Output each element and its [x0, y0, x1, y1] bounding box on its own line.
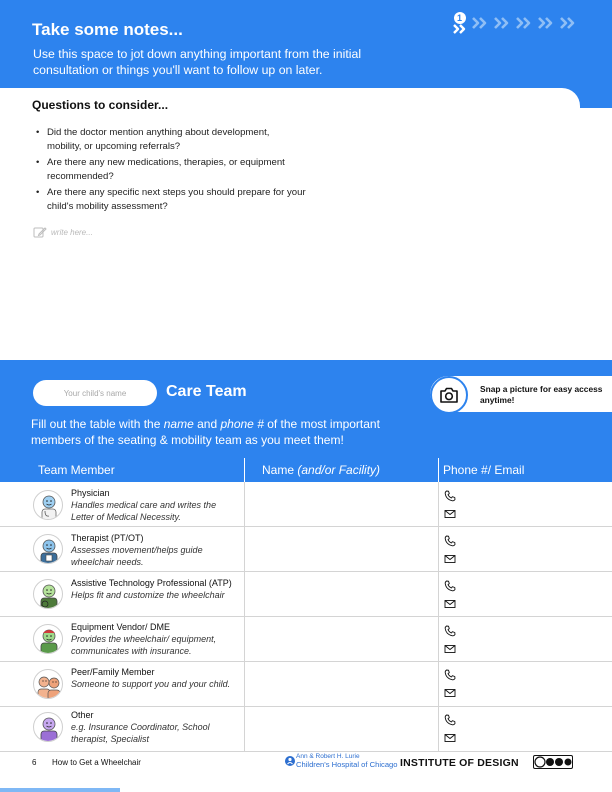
mail-icon	[444, 598, 456, 610]
page-number: 6	[32, 758, 37, 767]
hospital-name-line1: Ann & Robert H. Lurie	[296, 753, 360, 760]
phone-icon	[444, 625, 456, 637]
role-title: Other	[71, 710, 94, 720]
phone-icon	[444, 669, 456, 681]
questions-title: Questions to consider...	[32, 98, 169, 112]
footer-doc-title: How to Get a Wheelchair	[52, 758, 141, 767]
mail-icon	[444, 508, 456, 520]
mail-icon	[444, 687, 456, 699]
chevron-icon	[453, 24, 467, 34]
role-description: Someone to support you and your child.	[71, 679, 231, 689]
hospital-logo-text	[296, 753, 398, 769]
role-title: Therapist (PT/OT)	[71, 533, 144, 543]
care-team-title: Care Team	[166, 383, 247, 400]
column-header-name	[262, 463, 380, 477]
column-header-member: Team Member	[38, 463, 115, 477]
column-header-phone: Phone #/ Email	[443, 463, 525, 477]
role-title: Equipment Vendor/ DME	[71, 622, 171, 632]
column-divider	[244, 458, 245, 482]
current-step-number: 1	[454, 12, 466, 24]
vendor-avatar	[33, 624, 63, 654]
other-avatar	[33, 712, 63, 742]
phone-icon	[444, 580, 456, 592]
column-divider	[438, 458, 439, 482]
chevron-icon	[560, 17, 577, 29]
progress-indicator	[452, 10, 577, 36]
role-description: e.g. Insurance Coordinator, School therapist, Specialist	[71, 722, 210, 744]
physician-avatar	[33, 490, 63, 520]
mail-icon	[444, 553, 456, 565]
hospital-logo-icon	[284, 755, 296, 767]
phone-icon	[444, 714, 456, 726]
camera-icon	[430, 376, 468, 414]
mail-icon	[444, 732, 456, 744]
intro-text: of the most important members of the seating & mobility team as you meet them!	[31, 417, 380, 447]
chevron-icon	[538, 17, 555, 29]
question-item: • Did the doctor mention anything about development, mobility, or upcoming referrals?	[36, 126, 306, 153]
phone-icon	[444, 490, 456, 502]
role-description: Helps fit and customize the wheelchair	[71, 590, 225, 600]
notes-intro: Use this space to jot down anything important from the initial consultation or things you'll want to follow up on later.	[33, 47, 362, 77]
family-avatar	[33, 669, 63, 699]
questions-list	[36, 126, 306, 216]
intro-emphasis-name: name	[163, 417, 194, 431]
chevron-icon	[494, 17, 511, 29]
column-header-facility-label: (and/or Facility)	[297, 463, 381, 477]
column-header-name-label: Name	[262, 463, 298, 477]
child-name-input[interactable]	[33, 380, 157, 406]
mail-icon	[444, 643, 456, 655]
role-description: Provides the wheelchair/ equipment, communicates with insurance.	[71, 634, 217, 656]
chevron-icon	[472, 17, 489, 29]
notes-title: Take some notes...	[32, 20, 183, 39]
chevron-icon	[516, 17, 533, 29]
question-item: • Are there any specific next steps you should prepare for your child's mobility assessment?	[36, 186, 306, 213]
pencil-icon	[33, 226, 47, 239]
therapist-avatar	[33, 534, 63, 564]
intro-emphasis-phone: phone #	[220, 417, 264, 431]
write-here-placeholder: write here...	[51, 228, 93, 237]
intro-text: Fill out the table with the	[31, 417, 164, 431]
role-title: Physician	[71, 488, 110, 498]
creative-commons-icon	[533, 755, 573, 774]
hospital-name-line2: Children's Hospital of Chicago	[296, 760, 398, 769]
institute-of-design-logo: INSTITUTE OF DESIGN	[400, 757, 519, 769]
camera-callout-text: Snap a picture for easy access anytime!	[480, 384, 603, 405]
notes-write-area[interactable]	[33, 226, 93, 239]
phone-icon	[444, 535, 456, 547]
hospital-logo	[284, 753, 398, 769]
role-description: Handles medical care and writes the Letter of Medical Necessity.	[71, 500, 217, 522]
intro-text: and	[193, 417, 221, 431]
role-description: Assesses movement/helps guide wheelchair needs.	[71, 545, 203, 567]
atp-avatar	[33, 579, 63, 609]
role-title: Peer/Family Member	[71, 667, 155, 677]
footer-accent-bar	[0, 788, 120, 792]
role-title: Assistive Technology Professional (ATP)	[71, 578, 232, 588]
question-item: • Are there any new medications, therapies, or equipment recommended?	[36, 156, 306, 183]
care-team-intro	[31, 416, 411, 448]
current-step-badge	[452, 12, 467, 34]
